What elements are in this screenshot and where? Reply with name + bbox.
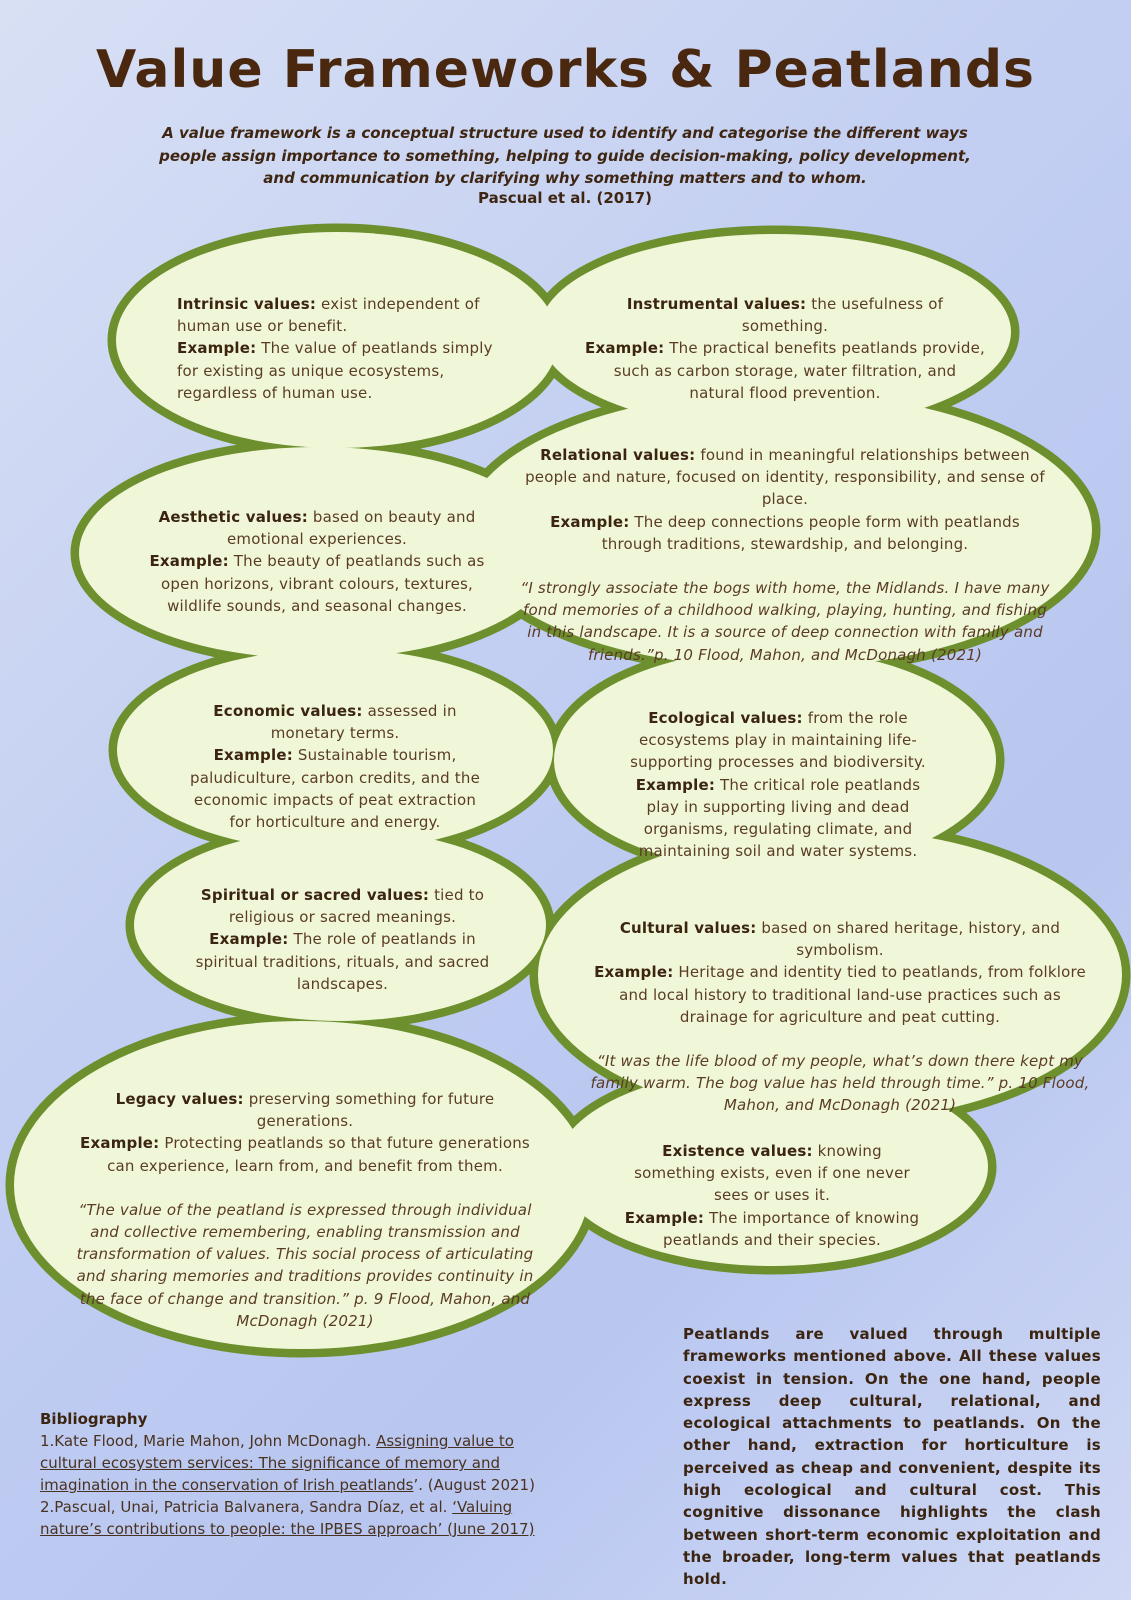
intrinsic-definition: exist independent of human use or benefit. <box>177 295 480 336</box>
instrumental-values-block <box>585 293 985 404</box>
existence-values-block <box>622 1140 922 1251</box>
relational-example-label: Example: <box>550 512 630 531</box>
relational-heading: Relational values: <box>540 446 696 464</box>
intrinsic-example: The value of peatlands simply for existing as unique ecosystems, regardless of human use. <box>177 339 493 402</box>
ecological-heading: Ecological values: <box>648 709 803 727</box>
ecological-values-block <box>628 707 928 862</box>
cultural-example-label: Example: <box>594 963 674 982</box>
ref-1-link[interactable]: Assigning value to cultural ecosystem services: The significance of memory and imagination in the conservation of Irish peatlands <box>40 1432 514 1494</box>
existence-definition: knowing something exists, even if one never sees or uses it. <box>634 1142 910 1205</box>
page-title: Value Frameworks & Peatlands <box>95 40 1035 100</box>
ecological-example: The critical role peatlands play in supporting living and dead organisms, regulating climate, and maintaining soil and water systems. <box>638 775 921 861</box>
legacy-quote: “The value of the peatland is expressed through individual and collective remembering, enabling transmission and transformation of values. This social process of articulating and sharing memories and traditions provides continuity in the face of change and transition.” p. 9 Flood, Mahon, and McDonagh (2021) <box>76 1200 534 1330</box>
spiritual-example: The role of peatlands in spiritual traditions, rituals, and sacred landscapes. <box>195 930 490 993</box>
instrumental-heading: Instrumental values: <box>626 295 807 313</box>
relational-definition: found in meaningful relationships between people and nature, focused on identity, responsibility, and sense of place. <box>525 446 1045 509</box>
relational-values-block <box>520 444 1050 666</box>
legacy-heading: Legacy values: <box>115 1090 244 1108</box>
relational-example: The deep connections people form with peatlands through traditions, stewardship, and belonging. <box>601 512 1020 553</box>
spiritual-definition: tied to religious or sacred meanings. <box>228 886 485 927</box>
spiritual-values-block <box>195 884 490 995</box>
legacy-definition: preserving something for future generations. <box>248 1090 495 1131</box>
ref-2-link[interactable]: ‘Valuing nature’s contributions to people: the IPBES approach’ (June 2017) <box>40 1498 535 1538</box>
economic-example: Sustainable tourism, paludiculture, carbon credits, and the economic impacts of peat extraction for horticulture and energy. <box>190 746 481 832</box>
economic-heading: Economic values: <box>213 702 363 720</box>
cultural-heading: Cultural values: <box>619 919 757 937</box>
instrumental-example-label: Example: <box>585 339 665 358</box>
bibliography-ref-1 <box>40 1430 560 1496</box>
ref-1-authors: 1.Kate Flood, Marie Mahon, John McDonagh. <box>40 1432 377 1450</box>
cultural-definition: based on shared heritage, history, and symbolism. <box>761 919 1061 960</box>
instrumental-definition: the usefulness of something. <box>741 295 944 336</box>
aesthetic-values-block <box>147 506 487 617</box>
summary-paragraph: Peatlands are valued through multiple frameworks mentioned above. All these values coexist in tension. On the one hand, people express deep cultural, relational, and ecological attachments to peatlands. On the other hand, extraction for horticulture is perceived as cheap and convenient, despite its high ecological and cultural cost. This cognitive dissonance highlights the clash between short-term economic exploitation and the broader, long-term values that peatlands hold. <box>683 1325 1101 1589</box>
spiritual-heading: Spiritual or sacred values: <box>200 886 430 904</box>
cultural-quote: “It was the life blood of my people, what’s down there kept my family warm. The bog value has held through time.” p. 10 Flood, Mahon, and McDonagh (2021) <box>590 1052 1090 1115</box>
aesthetic-definition: based on beauty and emotional experiences. <box>227 508 476 549</box>
aesthetic-heading: Aesthetic values: <box>158 508 308 526</box>
intrinsic-values-block <box>177 293 507 404</box>
bibliography-ref-2 <box>40 1496 560 1540</box>
ref-2-authors: 2.Pascual, Unai, Patricia Balvanera, Sandra Díaz, et al. <box>40 1498 453 1516</box>
existence-example: The importance of knowing peatlands and their species. <box>663 1208 920 1249</box>
intrinsic-example-label: Example: <box>177 339 257 358</box>
legacy-example-label: Example: <box>80 1134 160 1153</box>
relational-quote: “I strongly associate the bogs with home, the Midlands. I have many fond memories of a childhood walking, playing, hunting, and fishing in this landscape. It is a source of deep connection with family and friends.”p. 10 Flood, Mahon, and McDonagh (2021) <box>520 579 1050 664</box>
cultural-values-block <box>585 917 1095 1117</box>
ref-1-date: ’. (August 2021) <box>413 1476 535 1494</box>
spiritual-example-label: Example: <box>209 930 289 949</box>
legacy-example: Protecting peatlands so that future generations can experience, learn from, and benefit from them. <box>107 1134 530 1175</box>
aesthetic-example-label: Example: <box>149 552 229 571</box>
existence-example-label: Example: <box>624 1208 705 1227</box>
bibliography-heading: Bibliography <box>40 1410 148 1428</box>
instrumental-example: The practical benefits peatlands provide, such as carbon storage, water filtration, and natural flood prevention. <box>613 339 986 402</box>
ecological-example-label: Example: <box>635 775 716 794</box>
aesthetic-example: The beauty of peatlands such as open horizons, vibrant colours, textures, wildlife sounds, and seasonal changes. <box>161 552 485 615</box>
legacy-values-block <box>70 1088 540 1332</box>
economic-definition: assessed in monetary terms. <box>270 702 457 743</box>
intro-citation: Pascual et al. (2017) <box>478 189 652 207</box>
economic-values-block <box>190 700 480 833</box>
ecological-definition: from the role ecosystems play in maintaining life-supporting processes and biodiversity. <box>630 709 926 772</box>
cultural-example: Heritage and identity tied to peatlands, from folklore and local history to traditional land-use practices such as drainage for agriculture and peat cutting. <box>619 963 1086 1026</box>
economic-example-label: Example: <box>213 746 293 765</box>
intro-definition: A value framework is a conceptual structure used to identify and categorise the different ways people assign importance to something, helping to guide decision-making, policy development, and communication by clarifying why something matters and to whom. <box>159 124 971 187</box>
bibliography <box>40 1408 560 1540</box>
existence-heading: Existence values: <box>662 1142 813 1160</box>
intrinsic-heading: Intrinsic values: <box>177 295 317 313</box>
